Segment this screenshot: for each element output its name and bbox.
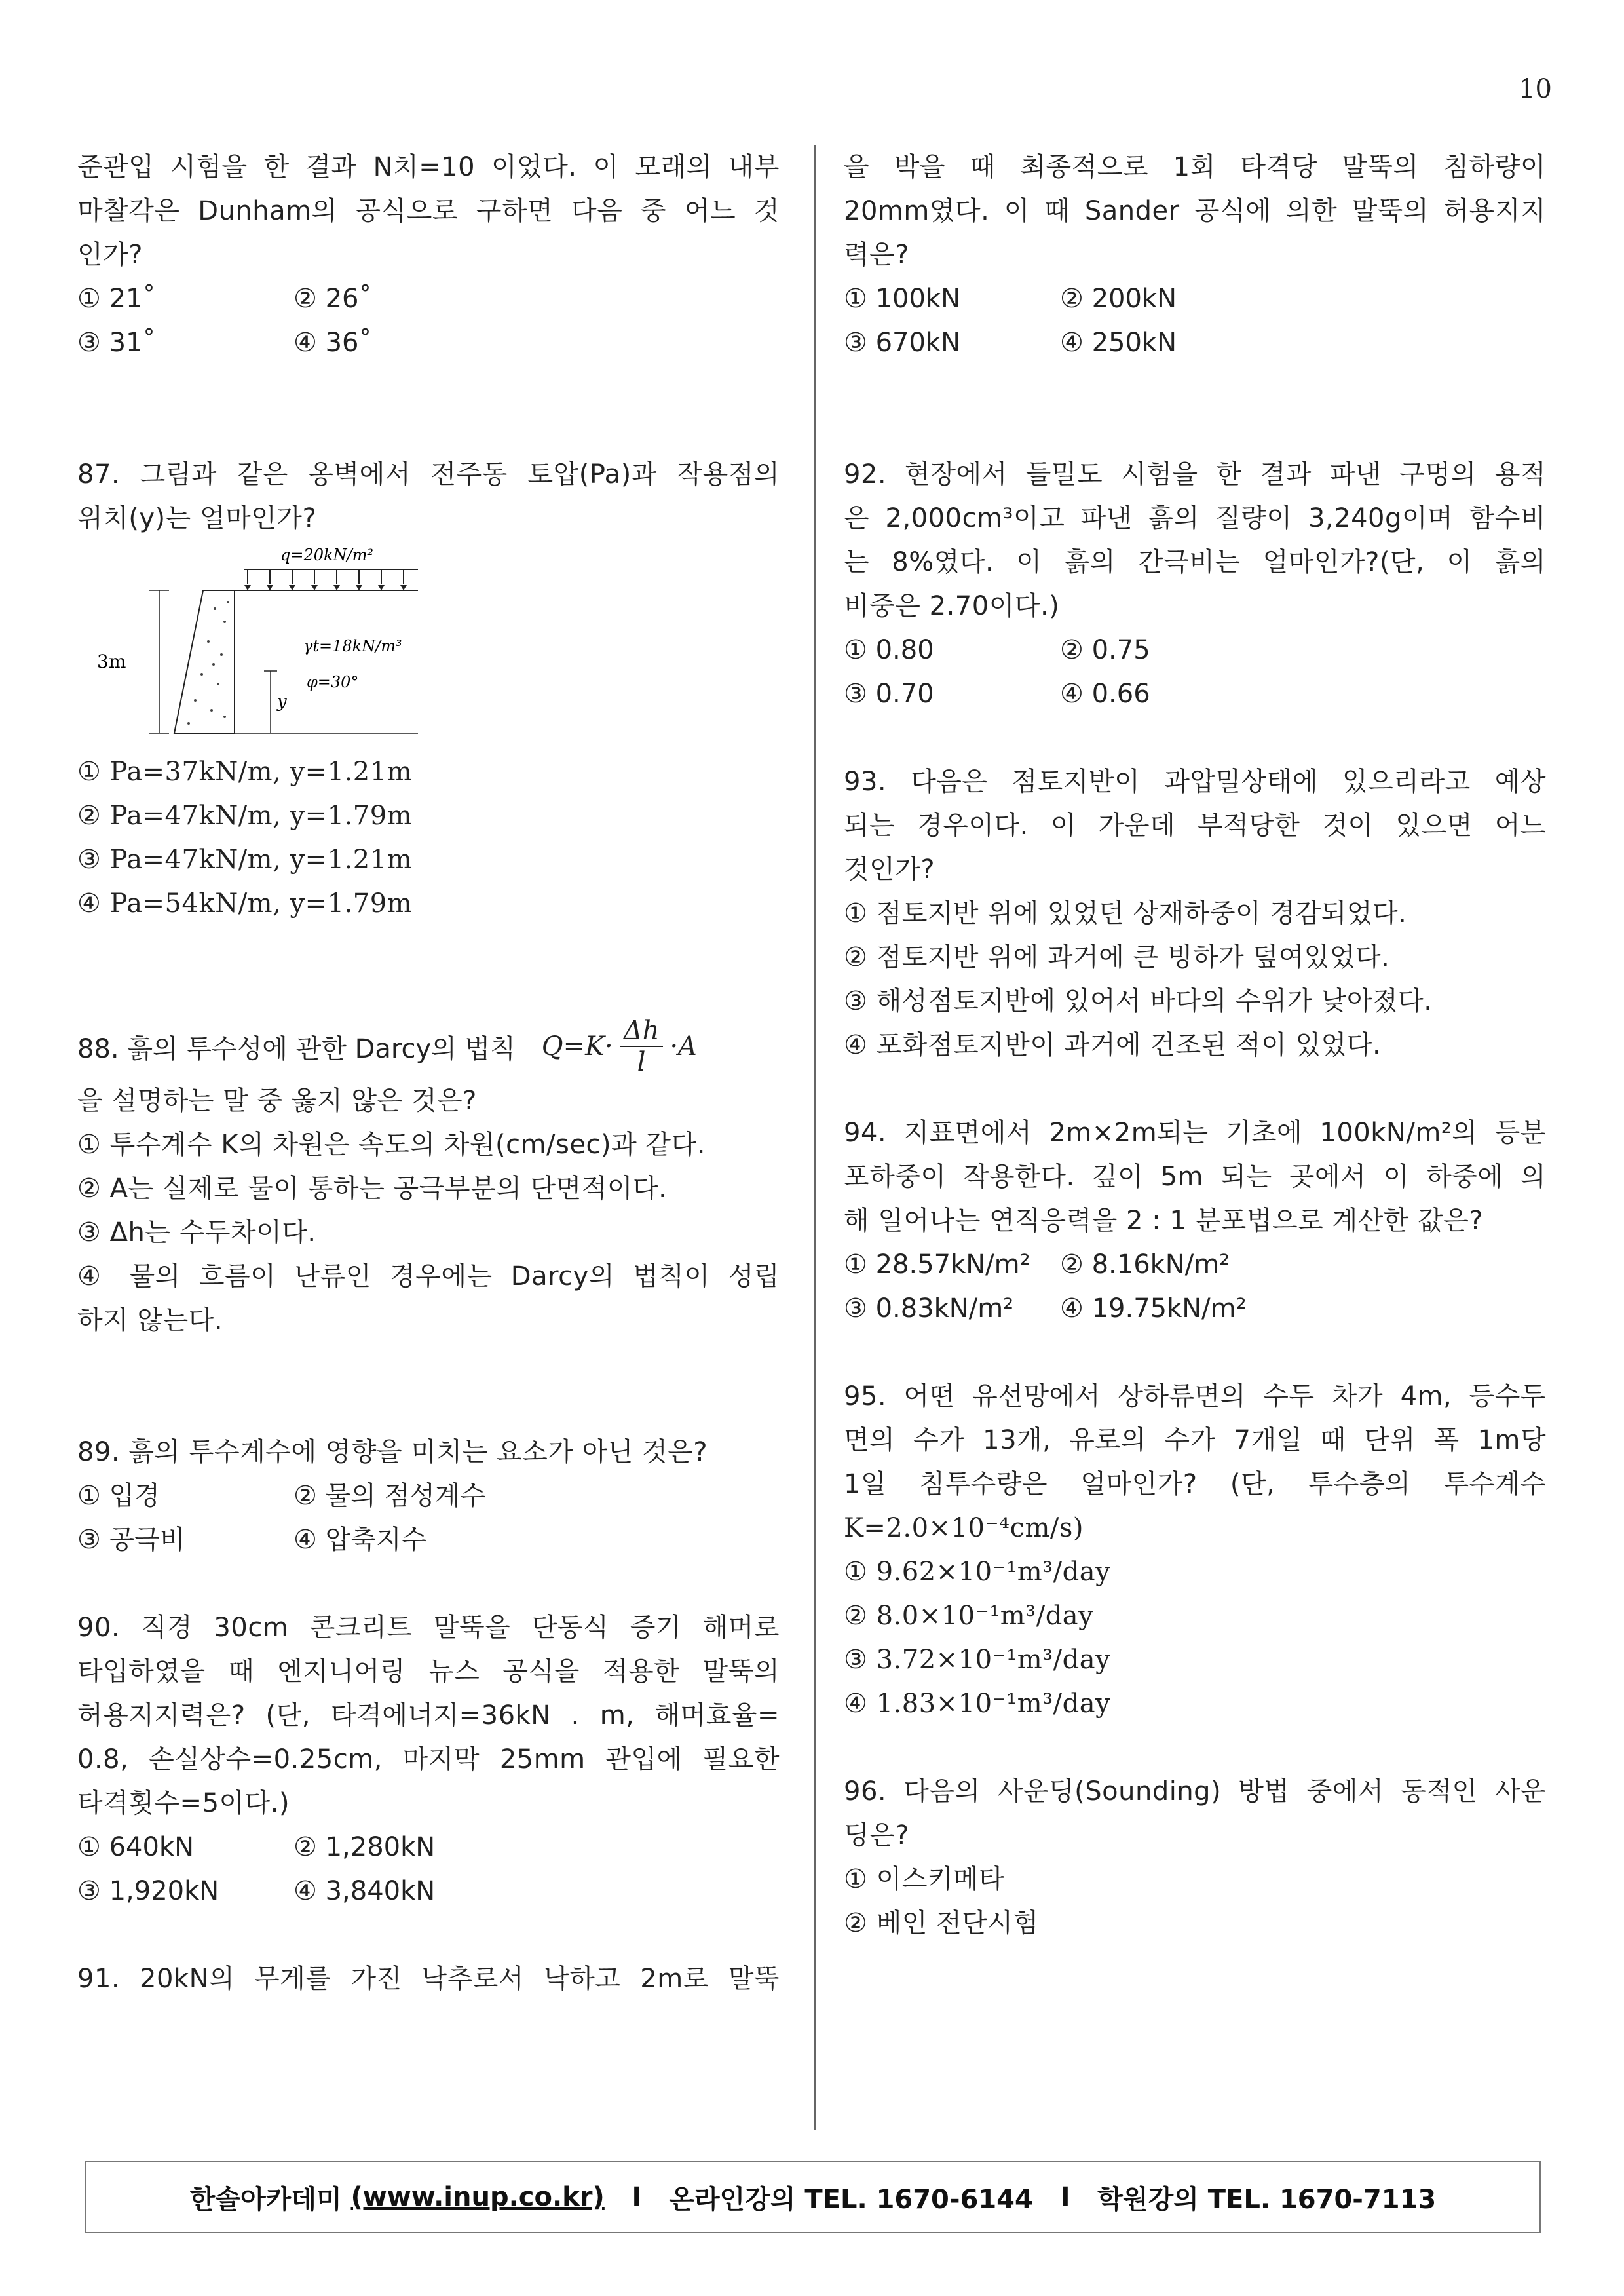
option: ③ 3.72×10⁻¹m³/day — [844, 1645, 1111, 1675]
question-89 — [77, 1430, 780, 1562]
darcy-formula-line — [77, 1014, 780, 1079]
question-87 — [77, 453, 780, 926]
question-93 — [844, 760, 1546, 1067]
question-text: 89. 흙의 투수계수에 영향을 미치는 요소가 아닌 것은? — [77, 1437, 708, 1467]
option: ④ 250kN — [1060, 328, 1177, 358]
question-text: 을 설명하는 말 중 옳지 않은 것은? — [77, 1086, 477, 1116]
option: ③ 해성점토지반에 있어서 바다의 수위가 낮아졌다. — [844, 986, 1433, 1016]
option: ④ 물의 흐름이 난류인 경우에는 Darcy의 법칙이 성립 — [77, 1261, 780, 1292]
fraction-denominator: l — [637, 1047, 646, 1077]
option: ① 9.62×10⁻¹m³/day — [844, 1557, 1111, 1587]
question-text: 허용지지력은? (단, 타격에너지=36kN . m, 해머효율= — [77, 1700, 780, 1731]
question-text: 마찰각은 Dunham의 공식으로 구하면 다음 중 어느 것 — [77, 196, 780, 226]
option-row — [844, 628, 1546, 672]
right-column — [844, 145, 1546, 1945]
option: ③ 670kN — [844, 328, 961, 358]
option: ④ 포화점토지반이 과거에 건조된 적이 있었다. — [844, 1030, 1382, 1060]
question-text: 포하중이 작용한다. 깊이 5m 되는 곳에서 이 하중에 의 — [844, 1162, 1546, 1192]
question-text: 91. 20kN의 무게를 가진 낙추로서 낙하고 2m로 말뚝 — [77, 1964, 780, 1994]
option: ① 640kN — [77, 1832, 195, 1862]
column-divider — [814, 145, 816, 2130]
option: ② 8.0×10⁻¹m³/day — [844, 1601, 1094, 1631]
option: ③ Δh는 수두차이다. — [77, 1217, 316, 1248]
academy-name: 한솔아카데미 — [189, 2184, 351, 2215]
option: ③ 1,920kN — [77, 1876, 219, 1906]
option: ① 점토지반 위에 있었던 상재하중이 경감되었다. — [844, 898, 1407, 928]
unit-weight-label: γt=18kN/m³ — [303, 637, 402, 655]
question-text: 94. 지표면에서 2m×2m되는 기초에 100kN/m²의 등분 — [844, 1118, 1546, 1148]
question-94 — [844, 1111, 1546, 1331]
question-text: 90. 직경 30cm 콘크리트 말뚝을 단동식 증기 해머로 — [77, 1613, 780, 1643]
option: ③ 0.70 — [844, 679, 934, 709]
separator: I — [1032, 2182, 1098, 2212]
formula-fraction — [620, 1016, 664, 1077]
question-text: 타격횟수=5이다.) — [77, 1788, 290, 1818]
formula-right: ·A — [670, 1031, 697, 1062]
question-text: 는 8%였다. 이 흙의 간극비는 얼마인가?(단, 이 흙의 — [844, 547, 1546, 577]
question-text: 95. 어떤 유선망에서 상하류면의 수두 차가 4m, 등수두 — [844, 1381, 1546, 1411]
option: ④ 36˚ — [293, 328, 372, 358]
surcharge-arrows — [248, 569, 404, 584]
question-text: 88. 흙의 투수성에 관한 Darcy의 법칙 — [77, 1033, 516, 1064]
option: ④ 3,840kN — [293, 1876, 436, 1906]
option: ① 100kN — [844, 284, 961, 314]
option: ② Pa=47kN/m, y=1.79m — [77, 801, 413, 831]
option: ② 0.75 — [1060, 635, 1150, 665]
option-row — [77, 277, 780, 321]
option: ① 투수계수 K의 차원은 속도의 차원(cm/sec)과 같다. — [77, 1130, 706, 1160]
option: ① 28.57kN/m² — [844, 1250, 1030, 1280]
option: ② 8.16kN/m² — [1060, 1250, 1230, 1280]
footer-banner — [85, 2161, 1541, 2233]
question-text: 타입하였을 때 엔지니어링 뉴스 공식을 적용한 말뚝의 — [77, 1656, 780, 1687]
option-continued: 하지 않는다. — [77, 1305, 223, 1335]
option: ④ Pa=54kN/m, y=1.79m — [77, 889, 413, 919]
question-text: 20mm였다. 이 때 Sander 공식에 의한 말뚝의 허용지지 — [844, 196, 1546, 226]
question-text: 되는 경우이다. 이 가운데 부적당한 것이 있으면 어느 — [844, 811, 1546, 841]
option: ① 이스키메타 — [844, 1864, 1005, 1894]
option-row — [844, 1243, 1546, 1287]
surcharge-label: q=20kN/m² — [280, 546, 374, 564]
option: ③ 31˚ — [77, 328, 156, 358]
question-text: 93. 다음은 점토지반이 과압밀상태에 있으리라고 예상 — [844, 767, 1546, 797]
option: ④ 압축지수 — [293, 1525, 427, 1555]
retaining-wall — [174, 590, 235, 733]
option: ② 200kN — [1060, 284, 1177, 314]
option: ③ 0.83kN/m² — [844, 1293, 1014, 1324]
question-95 — [844, 1375, 1546, 1726]
formula-left: Q=K· — [541, 1031, 613, 1062]
option: ② A는 실제로 물이 통하는 공극부분의 단면적이다. — [77, 1174, 668, 1204]
left-column — [77, 145, 780, 2001]
option-row — [77, 321, 780, 365]
option-row — [844, 1287, 1546, 1331]
option-row — [77, 1826, 780, 1869]
question-91-continued — [844, 145, 1546, 365]
option: ① 0.80 — [844, 635, 934, 665]
y-label: y — [277, 692, 287, 712]
height-label: 3m — [97, 651, 126, 672]
question-text: 위치(y)는 얼마인가? — [77, 503, 317, 533]
option: ① 21˚ — [77, 284, 156, 314]
website-link[interactable]: (www.inup.co.kr) — [350, 2182, 605, 2212]
option: ③ 공극비 — [77, 1525, 185, 1555]
question-text: 0.8, 손실상수=0.25cm, 마지막 25mm 관입에 필요한 — [77, 1744, 780, 1774]
question-text: 면의 수가 13개, 유로의 수가 7개일 때 단위 폭 1m당 — [844, 1425, 1546, 1455]
option: ③ Pa=47kN/m, y=1.21m — [77, 845, 413, 875]
option: ② 베인 전단시험 — [844, 1908, 1039, 1938]
question-text: 딩은? — [844, 1820, 910, 1850]
question-91-start — [77, 1957, 780, 2001]
question-text: 96. 다음의 사운딩(Sounding) 방법 중에서 동적인 사운 — [844, 1776, 1546, 1807]
question-text: K=2.0×10⁻⁴cm/s) — [844, 1513, 1084, 1543]
separator: I — [604, 2182, 670, 2212]
question-text: 1일 침투수량은 얼마인가? (단, 투수층의 투수계수 — [844, 1469, 1546, 1499]
option-row — [844, 672, 1546, 716]
option: ② 26˚ — [293, 284, 372, 314]
question-text: 을 박을 때 최종적으로 1회 타격당 말뚝의 침하량이 — [844, 152, 1546, 182]
option: ④ 1.83×10⁻¹m³/day — [844, 1689, 1111, 1719]
option: ④ 0.66 — [1060, 679, 1150, 709]
question-text: 인가? — [77, 240, 143, 270]
option-row — [77, 1869, 780, 1913]
offline-phone: 학원강의 TEL. 1670-7113 — [1097, 2184, 1437, 2215]
question-88 — [77, 1014, 780, 1343]
question-text: 력은? — [844, 240, 910, 270]
option: ② 물의 점성계수 — [293, 1481, 486, 1511]
option-row — [77, 1518, 780, 1562]
retaining-wall-diagram — [97, 543, 431, 740]
page-number: 10 — [1519, 74, 1552, 104]
question-92 — [844, 453, 1546, 716]
fraction-numerator: Δh — [620, 1016, 664, 1047]
question-text: 87. 그림과 같은 옹벽에서 전주동 토압(Pa)과 작용점의 — [77, 459, 780, 489]
question-86-continued — [77, 145, 780, 365]
option: ② 1,280kN — [293, 1832, 436, 1862]
online-phone: 온라인강의 TEL. 1670-6144 — [669, 2184, 1033, 2215]
question-text: 92. 현장에서 들밀도 시험을 한 결과 파낸 구멍의 용적 — [844, 459, 1546, 489]
option: ④ 19.75kN/m² — [1060, 1293, 1247, 1324]
option-row — [77, 1474, 780, 1518]
question-text: 해 일어나는 연직응력을 2 : 1 분포법으로 계산한 값은? — [844, 1206, 1484, 1236]
question-90 — [77, 1606, 780, 1913]
option-row — [844, 277, 1546, 321]
question-96 — [844, 1770, 1546, 1945]
question-text: 비중은 2.70이다.) — [844, 591, 1060, 621]
option: ① Pa=37kN/m, y=1.21m — [77, 757, 413, 787]
option: ① 입경 — [77, 1481, 160, 1511]
question-text: 준관입 시험을 한 결과 N치=10 이었다. 이 모래의 내부 — [77, 152, 780, 182]
option-row — [844, 321, 1546, 365]
question-text: 것인가? — [844, 854, 935, 885]
friction-angle-label: φ=30° — [307, 673, 359, 691]
option: ② 점토지반 위에 과거에 큰 빙하가 덮여있었다. — [844, 942, 1390, 972]
question-text: 은 2,000cm³이고 파낸 흙의 질량이 3,240g이며 함수비 — [844, 503, 1546, 533]
